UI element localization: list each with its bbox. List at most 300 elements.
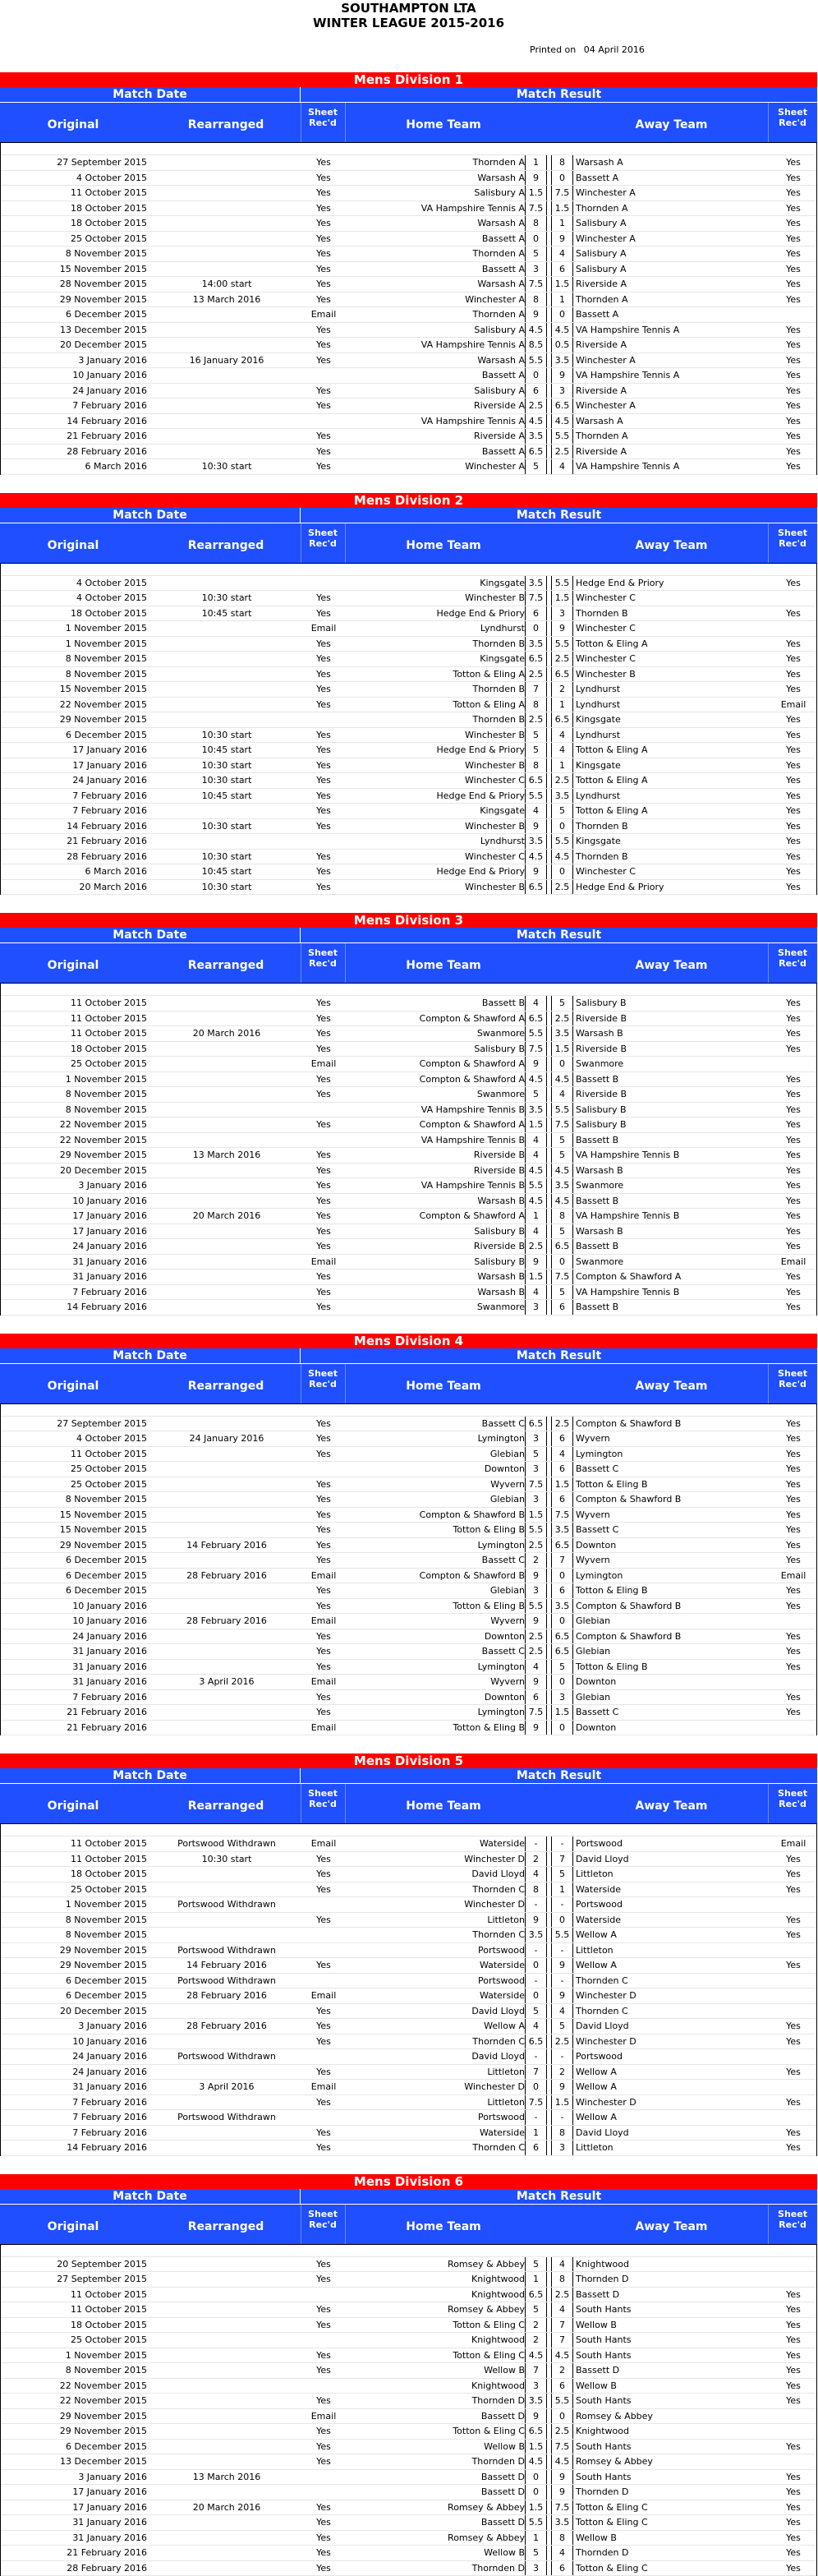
home-team: Glebian — [346, 1492, 525, 1506]
home-sheet-received: Yes — [301, 1072, 346, 1086]
rearranged-date: 28 February 2016 — [154, 1614, 300, 1628]
home-score: 9 — [525, 1255, 547, 1270]
away-score: 3 — [551, 2141, 573, 2155]
fixture-row — [1, 1913, 816, 1929]
away-sheet-received: Yes — [769, 728, 818, 742]
home-team: Wellow A — [346, 2019, 525, 2033]
away-score: 5 — [551, 804, 573, 818]
away-score: 8 — [551, 1209, 573, 1223]
rearranged-date: 14:00 start — [154, 277, 300, 291]
away-team: Riverside B — [576, 1087, 769, 1101]
away-score: 5 — [551, 1133, 573, 1148]
fixture-row — [1, 728, 816, 744]
away-team: Warsash B — [576, 1026, 769, 1040]
home-score: 1 — [525, 155, 547, 170]
home-sheet-received: Yes — [301, 789, 346, 803]
original-date: 17 January 2016 — [1, 1224, 147, 1238]
away-score: 0 — [551, 1913, 573, 1928]
away-team: South Hants — [576, 2348, 769, 2362]
home-team: Downton — [346, 1690, 525, 1704]
home-score: 5 — [525, 743, 547, 758]
original-date: 8 November 2015 — [1, 1087, 147, 1101]
home-sheet-received: Yes — [301, 1431, 346, 1445]
fixture-row — [1, 1958, 816, 1974]
away-team: Thornden D — [576, 2272, 769, 2286]
away-team: Knightwood — [576, 2257, 769, 2271]
header-divider — [345, 103, 346, 142]
away-sheet-received: Yes — [769, 262, 818, 276]
away-score: - — [551, 1943, 573, 1958]
home-sheet-heading: Sheet Rec'd — [301, 528, 345, 549]
home-team: Swanmore — [346, 1300, 525, 1314]
away-score: 4.5 — [551, 2348, 573, 2363]
home-score: 9 — [525, 307, 547, 322]
home-team: Thornden D — [346, 2454, 525, 2468]
home-team: Totton & Eling B — [346, 1599, 525, 1613]
home-score: 6.5 — [525, 2424, 547, 2439]
rearranged-date: 10:45 start — [154, 606, 300, 620]
fixture-row — [1, 445, 816, 460]
home-sheet-received: Yes — [301, 429, 346, 443]
away-team: VA Hampshire Tennis A — [576, 323, 769, 337]
original-date: 11 October 2015 — [1, 2288, 147, 2302]
original-date: 7 February 2016 — [1, 804, 147, 818]
home-team: Wellow B — [346, 2363, 525, 2377]
fixture-row — [1, 743, 816, 758]
home-team: Downton — [346, 1629, 525, 1643]
home-score: 2.5 — [525, 1644, 547, 1659]
original-date: 13 December 2015 — [1, 2454, 147, 2468]
home-sheet-received: Yes — [301, 155, 346, 169]
original-date: 20 December 2015 — [1, 1164, 147, 1177]
home-team: Bassett A — [346, 368, 525, 382]
away-score: 4 — [551, 1447, 573, 1462]
away-team: Winchester A — [576, 232, 769, 246]
home-score: 4 — [525, 1224, 547, 1239]
away-sheet-received: Yes — [769, 2440, 818, 2454]
home-team: Bassett A — [346, 262, 525, 276]
original-date: 31 January 2016 — [1, 1675, 147, 1689]
away-team: Wyvern — [576, 1431, 769, 1445]
fixture-row — [1, 2288, 816, 2303]
away-sheet-received: Yes — [769, 171, 818, 185]
away-sheet-heading: Sheet Rec'd — [768, 528, 817, 549]
home-team: Salisbury A — [346, 186, 525, 200]
home-score: 3 — [525, 262, 547, 277]
home-team: Totton & Eling C — [346, 2424, 525, 2438]
original-date: 15 November 2015 — [1, 1523, 147, 1537]
original-date: 11 October 2015 — [1, 2302, 147, 2316]
fixture-row — [1, 1057, 816, 1072]
home-sheet-received: Yes — [301, 652, 346, 666]
original-date: 28 November 2015 — [1, 277, 147, 291]
home-score: 5.5 — [525, 1178, 547, 1193]
away-sheet-received: Yes — [769, 323, 818, 337]
away-team: Littleton — [576, 1943, 769, 1957]
home-sheet-received: Yes — [301, 1599, 346, 1613]
home-sheet-received: Yes — [301, 1224, 346, 1238]
away-score: 4.5 — [551, 1164, 573, 1178]
fixture-row — [1, 1164, 816, 1179]
away-sheet-heading: Sheet Rec'd — [768, 107, 817, 128]
original-date: 10 January 2016 — [1, 1614, 147, 1628]
home-score: 1.5 — [525, 2440, 547, 2454]
away-sheet-received: Yes — [769, 2363, 818, 2377]
spacer-row — [1, 1824, 816, 1836]
away-score: 6 — [551, 1583, 573, 1598]
rearranged-date: 10:30 start — [154, 850, 300, 864]
away-sheet-received: Yes — [769, 2302, 818, 2316]
fixture-row — [1, 789, 816, 804]
home-team: Riverside B — [346, 1164, 525, 1177]
original-date: 21 February 2016 — [1, 834, 147, 848]
away-sheet-received: Yes — [769, 1087, 818, 1101]
original-date: 3 January 2016 — [1, 353, 147, 367]
home-score: 2 — [525, 1553, 547, 1568]
original-date: 11 October 2015 — [1, 996, 147, 1010]
away-team: Swanmore — [576, 1255, 769, 1269]
away-score: 6 — [551, 1300, 573, 1315]
away-team: Totton & Eling C — [576, 2500, 769, 2514]
fixture-row — [1, 2394, 816, 2409]
away-sheet-received: Yes — [769, 667, 818, 681]
away-score: 0 — [551, 1721, 573, 1735]
fixture-row — [1, 698, 816, 713]
away-sheet-received: Yes — [769, 1867, 818, 1881]
away-score: 8 — [551, 2272, 573, 2287]
home-team: Portswood — [346, 1974, 525, 1988]
home-sheet-received: Yes — [301, 1852, 346, 1866]
home-score: 1.5 — [525, 186, 547, 200]
home-sheet-received: Yes — [301, 1148, 346, 1162]
away-sheet-received: Yes — [769, 804, 818, 818]
home-score: 1.5 — [525, 1270, 547, 1284]
away-sheet-received: Yes — [769, 232, 818, 246]
away-team: Compton & Shawford B — [576, 1492, 769, 1506]
column-header — [0, 2189, 817, 2245]
original-date: 17 January 2016 — [1, 2485, 147, 2499]
home-score: 9 — [525, 1057, 547, 1071]
away-sheet-received: Yes — [769, 1538, 818, 1552]
home-sheet-received: Yes — [301, 1538, 346, 1552]
away-team: Downton — [576, 1721, 769, 1735]
home-sheet-received: Yes — [301, 1194, 346, 1208]
home-score: 3 — [525, 1462, 547, 1477]
original-date: 3 January 2016 — [1, 2019, 147, 2033]
away-sheet-received: Yes — [769, 2485, 818, 2499]
fixture-row — [1, 834, 816, 850]
fixture-row — [1, 2110, 816, 2126]
fixture-row — [1, 368, 816, 384]
rearranged-heading: Rearranged — [153, 2220, 299, 2233]
away-team: Compton & Shawford B — [576, 1629, 769, 1643]
home-team: Waterside — [346, 1988, 525, 2002]
away-sheet-received: Yes — [769, 338, 818, 352]
home-sheet-received: Email — [301, 1721, 346, 1735]
home-team: Swanmore — [346, 1026, 525, 1040]
away-score: 1.5 — [551, 1477, 573, 1492]
original-date: 20 September 2015 — [1, 2257, 147, 2271]
away-sheet-received: Yes — [769, 1270, 818, 1283]
header-divider — [768, 943, 769, 983]
away-score: 3.5 — [551, 353, 573, 368]
away-team: Portswood — [576, 1897, 769, 1911]
original-date: 25 October 2015 — [1, 232, 147, 246]
away-score: 7 — [551, 2333, 573, 2348]
home-sheet-received: Email — [301, 1057, 346, 1071]
fixture-row — [1, 1300, 816, 1316]
away-team: Warsash A — [576, 155, 769, 169]
away-score: 3.5 — [551, 1178, 573, 1193]
home-team: Salisbury A — [346, 323, 525, 337]
home-score: 9 — [525, 1569, 547, 1583]
away-score: 9 — [551, 368, 573, 383]
home-score: 9 — [525, 1721, 547, 1735]
home-score: 2.5 — [525, 399, 547, 413]
fixture-row — [1, 1988, 816, 2004]
away-team: David Lloyd — [576, 2126, 769, 2140]
away-score: 2.5 — [551, 2424, 573, 2439]
fixture-row — [1, 1553, 816, 1569]
home-score: 4 — [525, 1133, 547, 1148]
away-score: 0 — [551, 819, 573, 834]
spacer-row — [1, 984, 816, 996]
away-score: 1 — [551, 698, 573, 712]
fixture-row — [1, 1133, 816, 1149]
away-sheet-received: Yes — [769, 2141, 818, 2154]
original-date: 18 October 2015 — [1, 201, 147, 215]
original-date: 6 December 2015 — [1, 728, 147, 742]
original-date: 10 January 2016 — [1, 2035, 147, 2048]
home-sheet-received: Yes — [301, 293, 346, 306]
division-title: Mens Division 5 — [0, 1753, 817, 1768]
original-date: 20 December 2015 — [1, 338, 147, 352]
original-date: 28 February 2016 — [1, 2561, 147, 2575]
section-gap — [0, 475, 817, 493]
fixture-row — [1, 1285, 816, 1301]
home-score: 3 — [525, 1300, 547, 1315]
home-score: 5 — [525, 2257, 547, 2272]
away-team: Bassett B — [576, 1072, 769, 1086]
home-sheet-received: Yes — [301, 1629, 346, 1643]
original-date: 6 March 2016 — [1, 864, 147, 878]
away-team-heading: Away Team — [575, 118, 768, 131]
fixture-row — [1, 1721, 816, 1736]
away-team: Salisbury B — [576, 1103, 769, 1117]
away-score: 2.5 — [551, 445, 573, 459]
away-score: - — [551, 2110, 573, 2125]
original-date: 31 January 2016 — [1, 2515, 147, 2529]
original-date: 14 February 2016 — [1, 819, 147, 833]
rearranged-date: 16 January 2016 — [154, 353, 300, 367]
away-team: Kingsgate — [576, 834, 769, 848]
home-score: - — [525, 2049, 547, 2064]
away-team: Wellow A — [576, 2110, 769, 2124]
away-team: Winchester C — [576, 591, 769, 605]
fixture-row — [1, 880, 816, 896]
home-score: 1.5 — [525, 1508, 547, 1523]
home-sheet-received: Yes — [301, 232, 346, 246]
away-team: Winchester C — [576, 652, 769, 666]
home-team: Thornden C — [346, 2035, 525, 2048]
home-team: Kingsgate — [346, 804, 525, 818]
away-sheet-received: Yes — [769, 2531, 818, 2545]
spacer-row — [1, 143, 816, 155]
away-score: 4.5 — [551, 1194, 573, 1209]
away-team: VA Hampshire Tennis A — [576, 459, 769, 473]
away-score: 2.5 — [551, 1012, 573, 1026]
home-sheet-received: Yes — [301, 262, 346, 276]
away-team: VA Hampshire Tennis B — [576, 1148, 769, 1162]
home-team: Compton & Shawford A — [346, 1012, 525, 1025]
fixture-row — [1, 307, 816, 323]
away-score: 2 — [551, 2065, 573, 2080]
original-date: 11 October 2015 — [1, 1852, 147, 1866]
original-date: 18 October 2015 — [1, 2318, 147, 2332]
home-team-heading: Home Team — [345, 959, 542, 972]
home-team: Totton & Eling C — [346, 2318, 525, 2332]
away-sheet-received: Yes — [769, 2515, 818, 2529]
original-date: 25 October 2015 — [1, 1477, 147, 1491]
away-score: 0.5 — [551, 338, 573, 353]
rearranged-date: 3 April 2016 — [154, 1675, 300, 1689]
fixture-row — [1, 216, 816, 232]
original-date: 21 February 2016 — [1, 1721, 147, 1735]
original-date: 31 January 2016 — [1, 2531, 147, 2545]
match-result-heading: Match Result — [301, 928, 817, 943]
original-date: 28 February 2016 — [1, 445, 147, 459]
original-date: 21 February 2016 — [1, 2546, 147, 2560]
away-score: 7.5 — [551, 186, 573, 200]
home-score: 3 — [525, 1583, 547, 1598]
home-sheet-received: Yes — [301, 698, 346, 712]
away-team: Totton & Eling C — [576, 2515, 769, 2529]
home-sheet-received: Yes — [301, 1164, 346, 1177]
home-score: 6.5 — [525, 445, 547, 459]
fixture-row — [1, 1614, 816, 1629]
original-date: 6 December 2015 — [1, 1553, 147, 1567]
rearranged-date: 13 March 2016 — [154, 1148, 300, 1162]
home-team: Wellow B — [346, 2546, 525, 2560]
home-sheet-received: Yes — [301, 1300, 346, 1314]
away-team: Compton & Shawford A — [576, 1270, 769, 1283]
away-team: Littleton — [576, 2141, 769, 2154]
away-team: VA Hampshire Tennis B — [576, 1209, 769, 1223]
away-sheet-received: Yes — [769, 880, 818, 894]
rearranged-heading: Rearranged — [153, 118, 299, 131]
home-score: 3 — [525, 2379, 547, 2394]
home-score: 6.5 — [525, 1417, 547, 1431]
away-team: Lymington — [576, 1569, 769, 1583]
fixture-row — [1, 712, 816, 728]
fixture-row — [1, 1599, 816, 1615]
away-team: Thornden C — [576, 1974, 769, 1988]
fixture-row — [1, 1255, 816, 1270]
home-score: 4.5 — [525, 1194, 547, 1209]
fixture-row — [1, 2515, 816, 2531]
away-sheet-received: Yes — [769, 1285, 818, 1299]
original-date: 1 November 2015 — [1, 1897, 147, 1911]
away-team: Lyndhurst — [576, 682, 769, 696]
original-date: 20 December 2015 — [1, 2004, 147, 2018]
home-team: Hedge End & Priory — [346, 864, 525, 878]
home-score: 5 — [525, 2546, 547, 2560]
away-sheet-received: Yes — [769, 1117, 818, 1131]
header-divider — [768, 1784, 769, 1823]
original-date: 24 January 2016 — [1, 384, 147, 398]
away-score: 5.5 — [551, 834, 573, 849]
fixture-row — [1, 864, 816, 880]
home-team: Lymington — [346, 1660, 525, 1674]
home-sheet-received: Yes — [301, 1087, 346, 1101]
home-score: 9 — [525, 1675, 547, 1689]
away-sheet-heading: Sheet Rec'd — [768, 947, 817, 969]
rearranged-date: 28 February 2016 — [154, 2019, 300, 2033]
match-result-heading: Match Result — [301, 2189, 817, 2205]
fixture-row — [1, 1660, 816, 1675]
away-score: 8 — [551, 2531, 573, 2546]
home-score: 1 — [525, 1209, 547, 1223]
away-score: 1.5 — [551, 1705, 573, 1720]
home-score: 6.5 — [525, 880, 547, 895]
home-score: 4 — [525, 996, 547, 1011]
away-sheet-received: Yes — [769, 743, 818, 757]
division-title: Mens Division 3 — [0, 913, 817, 928]
printed-label: Printed on — [530, 44, 576, 55]
home-score: 0 — [525, 2080, 547, 2094]
away-score: 0 — [551, 864, 573, 879]
rearranged-date: 10:30 start — [154, 459, 300, 473]
away-score: 3 — [551, 606, 573, 621]
away-team: Thornden D — [576, 2546, 769, 2560]
original-date: 4 October 2015 — [1, 1431, 147, 1445]
home-sheet-received: Yes — [301, 186, 346, 200]
home-sheet-received: Yes — [301, 1477, 346, 1491]
home-team: Bassett D — [346, 2515, 525, 2529]
home-sheet-received: Yes — [301, 2531, 346, 2545]
away-score: 9 — [551, 2080, 573, 2094]
away-sheet-received: Yes — [769, 1690, 818, 1704]
original-date: 14 February 2016 — [1, 1300, 147, 1314]
fixture-row — [1, 2379, 816, 2394]
original-date: 15 November 2015 — [1, 262, 147, 276]
home-sheet-received: Yes — [301, 1523, 346, 1537]
home-sheet-received: Yes — [301, 399, 346, 412]
away-sheet-received: Yes — [769, 789, 818, 803]
away-score: 1.5 — [551, 277, 573, 292]
original-date: 3 January 2016 — [1, 2470, 147, 2484]
away-team: Riverside B — [576, 1042, 769, 1056]
rearranged-date: 28 February 2016 — [154, 1988, 300, 2002]
rearranged-date: 10:45 start — [154, 864, 300, 878]
home-team: Romsey & Abbey — [346, 2531, 525, 2545]
header-divider — [768, 2205, 769, 2244]
home-team: Riverside A — [346, 399, 525, 412]
away-score: 9 — [551, 232, 573, 247]
original-date: 6 March 2016 — [1, 459, 147, 473]
home-team: Bassett C — [346, 1417, 525, 1431]
away-sheet-received: Yes — [769, 2065, 818, 2079]
fixture-row — [1, 2065, 816, 2081]
rearranged-heading: Rearranged — [153, 1800, 299, 1813]
away-score: 7 — [551, 1553, 573, 1568]
home-score: - — [525, 1974, 547, 1988]
fixture-row — [1, 1644, 816, 1660]
away-score: 2.5 — [551, 1417, 573, 1431]
home-sheet-received: Yes — [301, 743, 346, 757]
fixture-row — [1, 2272, 816, 2288]
rearranged-date: 24 January 2016 — [154, 1431, 300, 1445]
